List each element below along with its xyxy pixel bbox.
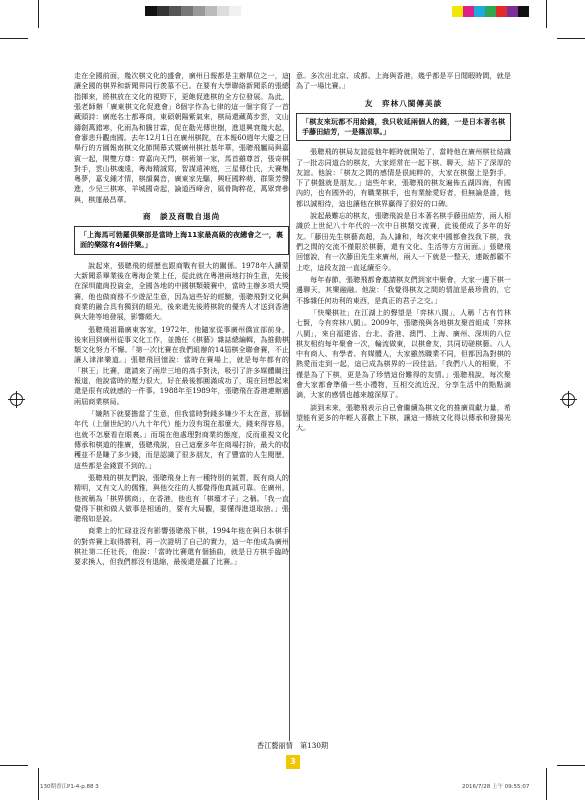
gray-swatch (217, 6, 229, 16)
right-column (296, 71, 511, 436)
registration-mark (562, 393, 575, 406)
crop-mark (557, 38, 585, 39)
body-paragraph: 張聰飛的棋友們說，張聰飛身上有一種特別的氣質，既有商人的精明，又有文人的儒雅，與他交往的人都覺得他真誠可靠。在廣州，他被稱為「棋界儒商」，在香港，他也有「棋壇才子」之稱。「我一直覺得下棋和做人做事是相通的，要有大局觀，要懂得進退取捨。」張聰飛如是說。 (74, 472, 289, 524)
print-slug-left: 130期香江P1-4-p.88 3 (40, 784, 99, 790)
section-heading-business: 商 談及商戰自退尚 (142, 212, 221, 222)
color-swatch (463, 6, 474, 17)
gray-swatch (145, 6, 157, 16)
body-paragraph: 說起來，張聰飛的經歷也跟商戰有很大的關係。1978年入讀蒙大新聞系畢業後在粵海企業上任，從此就在粵港兩地打拚生意，先後在深圳龍崗投資金，全國各地的中國棋類競賽中，當時主辦多項大獎賽，他也做商務不少遊記生意，因為這些好的經驗，張聰飛對文化與商業的融合具有獨到的眼光，後來還先後將棋院的優秀人才送到香港與大陸等地發展，影響頗大。 (74, 260, 289, 322)
crop-mark (546, 768, 547, 800)
color-calibration-bar (452, 6, 529, 17)
color-swatch (507, 6, 518, 17)
gray-swatch (181, 6, 193, 16)
body-paragraph: 「嫌熱下就要擔當了生意，但我當時對錢多嫌少不太在意，那個年代（上個世紀的八九十年代）能力沒有現在那麼大，錢來得容易，也就不怎麼看在眼裏。」而現在他處理對商業的態度，反而重視文化傳承和棋道的推廣，張聰飛說，自己這麼多年在商場打拚，最大的收穫並不是賺了多少錢，而是認識了很多朋友，有了豐富的人生閱歷，這些都是金錢買不到的。」 (74, 409, 289, 470)
color-swatch (496, 6, 507, 17)
crop-mark (38, 768, 39, 800)
body-paragraph: 說起最難忘的棋友，張聰飛說是日本著名棋手藤田結芳，兩人相識於上世紀八十年代的一次中日棋類交流賽，此後便成了多年的好友。「藤田先生棋藝高超，為人謙和，每次來中國都會找我下棋，我們之間的交流不僅限於棋藝，還有文化、生活等方方面面。」張聰飛回憶說，有一次藤田先生來廣州，兩人一下就是一整天，連飯都顧不上吃，這段友誼一直延續至今。 (296, 211, 511, 272)
gray-swatch (229, 6, 241, 16)
gray-swatch (193, 6, 205, 16)
pull-quote-box: 「上海馬可勃羅俱樂部是當時上海11家最高級的夜總會之一，裏面的樂隊有4個伴樂。」 (74, 226, 289, 255)
right-intro-paragraph: 意。多次出北京、成都、上海與香港，幾乎都是平日閒暇時間，就是為了一場比賽。」 (296, 71, 511, 91)
color-swatch (518, 6, 529, 17)
left-intro-paragraph: 走在全國前面，幾次棋文化的盛會，廣州日報都是主辦單位之一，這讓全國的棋界和新聞界同行羨慕不已。在要有大學聯絡新聞系的張總指揮來，將棋放在文化的視野下，更飽促進棋的全方位發展。為此，張老師辦「廣東棋文化促進會」8個字作為七律的這一個字寫了一首藏頭詩：廣庭名士都專商，東碩朝陽紫氣來，棋局還藏萬步雲，文山鑄劍萬錯寒，化雨為和騰甘霖，促在勸光傳世樹，進退興衰幾大起，會審悲升觀南國。去年12月1日在廣州棋院，在本報60週年大慶之日舉行的方圓報南棋文化節開幕式暨廣州棋社基年華，張聰飛屬局與嘉賓一起，開雙方尊：齊嘉向天門，棋術第一家，馬首雖尊首，張奇棋對手，雲山棋魂遠，粵海精誠寫，智謀遠神庭，三星傳仕氏，大賽集粵夢，嘉戈鍾才情，棋韻翼音，廣東家先驅，興旺國粹萌，群策芳聲進，少兒三棋寒，羊城國奇起，論道西峰舍，風骨陶粹花，萬眾齊參與，棋運最昌華。 (74, 71, 289, 204)
color-swatch (474, 6, 485, 17)
gray-swatch (169, 6, 181, 16)
column-divider (289, 73, 290, 741)
magazine-footer: 香江藝丽情 第130期 (256, 741, 329, 750)
body-paragraph: 張聰飛的棋局友誼從他年輕時就開始了，當時他在廣州棋社結識了一批志同道合的棋友，大家經常在一起下棋、聊天，結下了深厚的友誼。他說：「棋友之間的感情是很純粹的，大家在棋盤上是對手，下了棋盤就是朋友。」這些年來，張聰飛的棋友遍佈五湖四海，有國內的，也有國外的，有職業棋手，也有業餘愛好者，但無論是誰，他都以誠相待，這也讓他在棋界贏得了很好的口碑。 (296, 147, 511, 208)
crop-mark (38, 0, 39, 28)
color-swatch (452, 6, 463, 17)
registration-mark (10, 393, 23, 406)
body-paragraph: 「快樂棋社」在江湖上的聲望是「弈林八閩」，人稱「古有竹林七賢，今有弈林八閩」。2009年，張聰飛與各地棋友聚首組成「弈林八閩」，來自福建省、台北、香港、澳門、上海、廣州、深圳的八位棋友相約每年聚會一次，輪流做東，以棋會友，共同切磋棋藝。八人中有商人、有學者、有媒體人，大家雖然職業不同，但都因為對棋的熱愛而走到一起，這已成為棋界的一段佳話。「我們八人的相聚，不僅是為了下棋，更是為了珍惜這份難得的友情。」張聰飛說，每次聚會大家都會準備一些小禮物，互相交流近況，分享生活中的點點滴滴，大家的感情也越來越深厚了。 (296, 307, 511, 400)
pull-quote-box: 「棋友來玩都不用給錢，我只收延兩個人的錢，一是日本著名棋手藤田結芳，一是篠涼華。」 (296, 113, 511, 142)
color-swatch (485, 6, 496, 17)
print-slug-right: 2016/7/28 上午 09:55:07 (462, 784, 530, 790)
body-paragraph: 張聰飛祖籍廣東客家，1972年，他隨家從事廣州僑宣部前身，後來回到廣州從事文化工作，並擔任《棋藝》雜誌總編輯，為推動棋類文化努力不懈。「第一次比賽在我們組辦的14屆棋全聯會賽，不止讓人津津樂道。」張聰飛回憶說：當時在賽場上，就是每年都有的「棋王」比賽，還請來了兩岸三地的高手對決，吸引了許多媒體關注報道，他說當時的壓力很大，好在最後都圓滿成功了，現在回想起來還是很有成就感的一件事。1988年至1989年，張聰飛在香港連辦過兩屆商業棋局。 (74, 324, 289, 406)
body-paragraph: 談到未來，張聰飛表示自己會繼續為棋文化的推廣貢獻力量，希望能有更多的年輕人喜歡上下棋，讓這一傳統文化得以傳承和發揚光大。 (296, 402, 511, 433)
crop-mark (0, 38, 28, 39)
crop-mark (546, 0, 547, 28)
left-column (74, 71, 289, 570)
body-paragraph: 每年春節，張聰飛都會邀請棋友們到家中聚會，大家一邊下棋一邊聊天，其樂融融。他說：「我覺得棋友之間的情誼是最珍貴的，它不摻雜任何功利的東西，是真正的君子之交。」 (296, 274, 511, 305)
page-number: 3 (286, 755, 300, 769)
gray-swatch (205, 6, 217, 16)
section-heading-friends: 友 弈林八閩傳美談 (364, 98, 443, 108)
gray-swatch (157, 6, 169, 16)
body-paragraph: 商業上的忙碌並沒有影響張聰飛下棋，1994年他在與日本棋手的對弈賽上取得勝利，再一次證明了自己的實力，這一年他成為廣州棋社第二任社長，他說：「當時比賽還有個插曲，就是日方棋手臨時要求換人，但我們都沒有退縮，最後還是贏了比賽。」 (74, 526, 289, 567)
gray-calibration-bar (145, 6, 241, 16)
crop-mark (0, 765, 28, 766)
crop-mark (557, 765, 585, 766)
